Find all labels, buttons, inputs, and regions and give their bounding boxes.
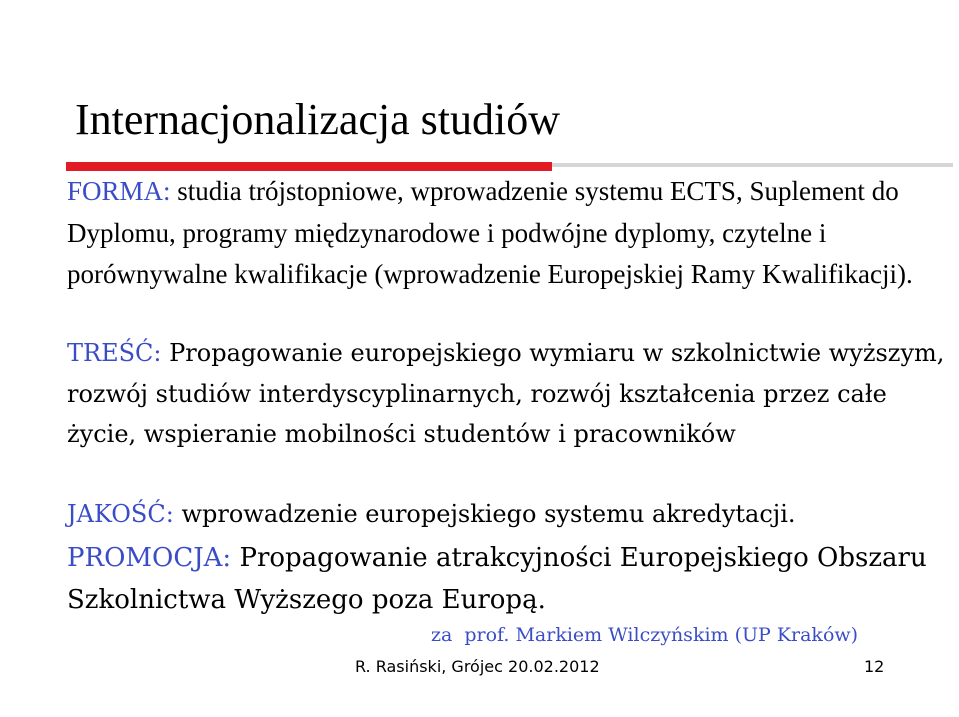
source-credit (431, 623, 858, 647)
promocja-paragraph (67, 537, 952, 621)
tresc-text: Propagowanie europejskiego wymiaru w szkolnictwie wyższym, rozwój studiów interdyscyplinarnych, rozwój kształcenia przez całe życie, wspieranie mobilności studentów i pracowników (67, 339, 945, 448)
tresc-paragraph (67, 333, 952, 455)
source-credit-text: prof. Markiem Wilczyńskim (UP Kraków) (464, 624, 859, 646)
promocja-text: Propagowanie atrakcyjności Europejskiego Obszaru Szkolnictwa Wyższego poza Europą. (67, 543, 927, 615)
forma-label: FORMA: (67, 176, 171, 206)
footer-author-date: R. Rasiński, Grójec 20.02.2012 (355, 657, 600, 676)
title-underline-red (66, 162, 552, 171)
forma-text: studia trójstopniowe, wprowadzenie systemu ECTS, Suplement do Dyplomu, programy międzynarodowe i podwójne dyplomy, czytelne i porównywalne kwalifikacje (wprowadzenie Europejskiej Ramy Kwalifikacji). (67, 176, 913, 289)
jakosc-label: JAKOŚĆ: (67, 500, 174, 528)
page-title: Internacjonalizacja studiów (75, 95, 561, 144)
promocja-label: PROMOCJA: (67, 543, 232, 573)
forma-paragraph (67, 171, 952, 296)
footer-page-number: 12 (864, 657, 885, 676)
source-credit-prefix: za (431, 624, 453, 646)
tresc-label: TREŚĆ: (67, 339, 162, 367)
jakosc-text: wprowadzenie europejskiego systemu akredytacji. (173, 500, 796, 528)
jakosc-paragraph (67, 494, 952, 534)
